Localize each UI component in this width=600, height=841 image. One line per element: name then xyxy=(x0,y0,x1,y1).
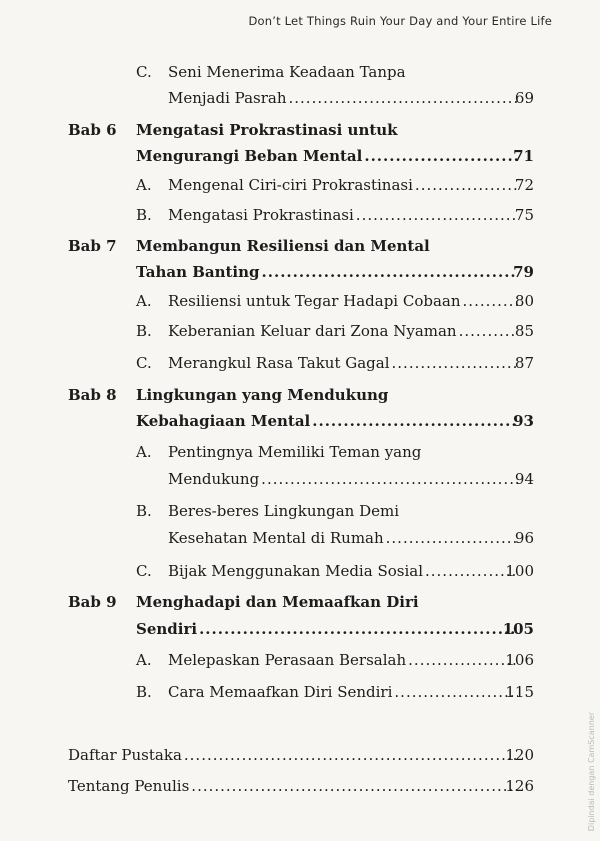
entry-title: Bijak Menggunakan Media Sosial ..... xyxy=(168,562,518,580)
page-number: 100 xyxy=(505,562,534,580)
page-number: 85 xyxy=(514,322,534,340)
entry-title: Mengenal Ciri-ciri Prokrastinasi ..... xyxy=(168,176,518,194)
page-number: 79 xyxy=(513,263,534,281)
chapter-title-cont: Kebahagiaan Mental ..... xyxy=(136,412,518,430)
toc-entry-9b xyxy=(0,683,600,709)
chapter-title: Menghadapi dan Memaafkan Diri xyxy=(136,593,419,611)
toc-entry-8b-line1 xyxy=(0,502,600,528)
chapter-number: Bab 7 xyxy=(68,237,117,255)
entry-title: Mengatasi Prokrastinasi ..... xyxy=(168,206,518,224)
entry-label: B. xyxy=(136,502,152,520)
page-number: 126 xyxy=(505,777,534,795)
entry-label: B. xyxy=(136,206,152,224)
chapter-title-cont: Sendiri ..... xyxy=(136,620,518,638)
toc-entry-c-line1 xyxy=(0,63,600,89)
page-number: 87 xyxy=(514,354,534,372)
toc-entry-7b xyxy=(0,322,600,348)
entry-title: Keberanian Keluar dari Zona Nyaman ..... xyxy=(168,322,518,340)
entry-title: Seni Menerima Keadaan Tanpa xyxy=(168,63,406,81)
scanner-watermark: Dipindai dengan CamScanner xyxy=(587,711,596,831)
toc-chapter-7-line1 xyxy=(0,237,600,263)
page-number: 75 xyxy=(514,206,534,224)
entry-title: Pentingnya Memiliki Teman yang xyxy=(168,443,422,461)
chapter-title: Lingkungan yang Mendukung xyxy=(136,386,389,404)
entry-label: B. xyxy=(136,322,152,340)
entry-title-cont: Menjadi Pasrah ..... xyxy=(168,89,518,107)
entry-label: C. xyxy=(136,562,152,580)
running-header: Don’t Let Things Ruin Your Day and Your Entire Life xyxy=(248,14,552,28)
page-number: 94 xyxy=(514,470,534,488)
page-number: 120 xyxy=(505,746,534,764)
toc-entry-6b xyxy=(0,206,600,232)
entry-label: A. xyxy=(136,651,152,669)
page-number: 96 xyxy=(514,529,534,547)
toc-chapter-8-line2 xyxy=(0,412,600,438)
backmatter-title: Daftar Pustaka ..... xyxy=(68,746,518,764)
toc-entry-8a-line1 xyxy=(0,443,600,469)
toc-chapter-9-line1 xyxy=(0,593,600,619)
toc-entry-8a-line2 xyxy=(0,470,600,496)
toc-chapter-7-line2 xyxy=(0,263,600,289)
chapter-number: Bab 8 xyxy=(68,386,117,404)
page-number: 80 xyxy=(514,292,534,310)
entry-label: C. xyxy=(136,63,152,81)
toc-entry-8b-line2 xyxy=(0,529,600,555)
toc-chapter-6-line1 xyxy=(0,121,600,147)
entry-title: Merangkul Rasa Takut Gagal ..... xyxy=(168,354,518,372)
entry-title-cont: Kesehatan Mental di Rumah ..... xyxy=(168,529,518,547)
entry-label: C. xyxy=(136,354,152,372)
toc-entry-9a xyxy=(0,651,600,677)
page-number: 106 xyxy=(505,651,534,669)
toc-backmatter-references xyxy=(0,746,600,772)
entry-title: Melepaskan Perasaan Bersalah ..... xyxy=(168,651,518,669)
entry-title: Resiliensi untuk Tegar Hadapi Cobaan ..... xyxy=(168,292,518,310)
chapter-title: Mengatasi Prokrastinasi untuk xyxy=(136,121,398,139)
page-number: 69 xyxy=(514,89,534,107)
toc-entry-7a xyxy=(0,292,600,318)
backmatter-title: Tentang Penulis ..... xyxy=(68,777,518,795)
entry-title: Beres-beres Lingkungan Demi xyxy=(168,502,400,520)
toc-chapter-9-line2 xyxy=(0,620,600,646)
chapter-title-cont: Mengurangi Beban Mental ..... xyxy=(136,147,518,165)
chapter-title: Membangun Resiliensi dan Mental xyxy=(136,237,430,255)
entry-label: B. xyxy=(136,683,152,701)
page-number: 93 xyxy=(513,412,534,430)
entry-title-cont: Mendukung ..... xyxy=(168,470,518,488)
page-number: 72 xyxy=(514,176,534,194)
entry-title: Cara Memaafkan Diri Sendiri ..... xyxy=(168,683,518,701)
toc-chapter-8-line1 xyxy=(0,386,600,412)
chapter-number: Bab 6 xyxy=(68,121,117,139)
chapter-title-cont: Tahan Banting ..... xyxy=(136,263,518,281)
toc-backmatter-author xyxy=(0,777,600,803)
entry-label: A. xyxy=(136,292,152,310)
entry-label: A. xyxy=(136,176,152,194)
toc-chapter-6-line2 xyxy=(0,147,600,173)
toc-entry-7c xyxy=(0,354,600,380)
page-number: 105 xyxy=(502,620,534,638)
entry-label: A. xyxy=(136,443,152,461)
page-number: 71 xyxy=(513,147,534,165)
toc-entry-8c xyxy=(0,562,600,588)
toc-entry-c-line2 xyxy=(0,89,600,115)
toc-entry-6a xyxy=(0,176,600,202)
page-number: 115 xyxy=(505,683,534,701)
chapter-number: Bab 9 xyxy=(68,593,117,611)
